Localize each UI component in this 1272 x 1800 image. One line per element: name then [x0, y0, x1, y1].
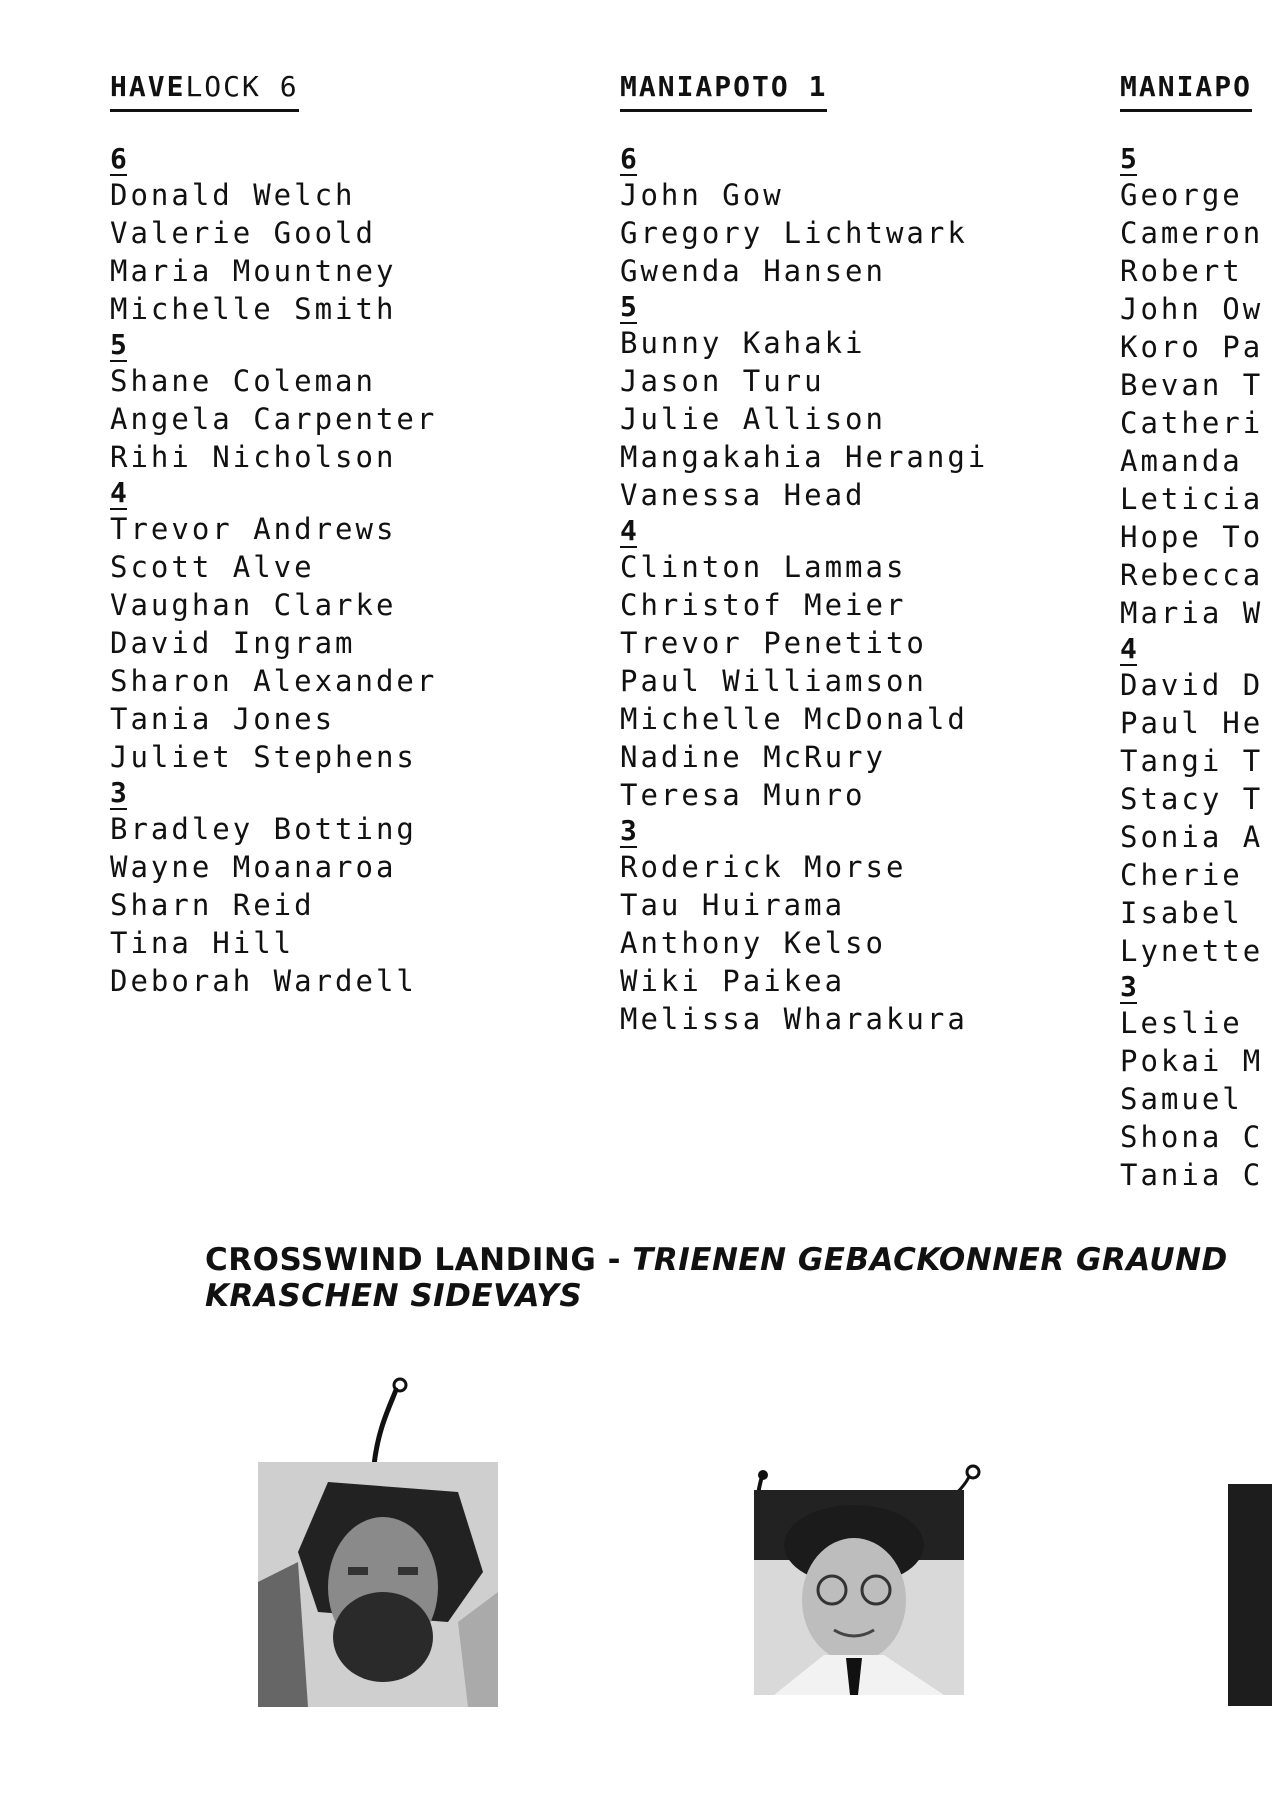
list-item: David D	[1120, 668, 1264, 702]
list-item: Lynette	[1120, 934, 1264, 968]
list-item: Clinton Lammas	[620, 550, 907, 584]
list-item: Tau Huirama	[620, 888, 846, 922]
list-item: Trevor Andrews	[110, 512, 397, 546]
list-item: John Ow	[1120, 292, 1264, 326]
group-number: 6	[110, 142, 127, 175]
list-item: Melissa Wharakura	[620, 1002, 968, 1036]
list-item: Bunny Kahaki	[620, 326, 866, 360]
list-item: Tania Jones	[110, 702, 336, 736]
list-item: Samuel	[1120, 1082, 1243, 1116]
list-item: Shona C	[1120, 1120, 1264, 1154]
list-item: Donald Welch	[110, 178, 356, 212]
list-item: Maria Mountney	[110, 254, 397, 288]
list-item: Pokai M	[1120, 1044, 1264, 1078]
list-item: Tania C	[1120, 1158, 1264, 1192]
list-item: Gregory Lichtwark	[620, 216, 968, 250]
hook-icon	[360, 1375, 410, 1470]
group-number: 4	[620, 514, 637, 547]
list-item: Julie Allison	[620, 402, 886, 436]
column-title: MANIAPOTO 1	[620, 70, 827, 112]
list-item: Leticia	[1120, 482, 1264, 516]
list-item: Michelle McDonald	[620, 702, 968, 736]
list-item: Trevor Penetito	[620, 626, 927, 660]
list-item: Anthony Kelso	[620, 926, 886, 960]
caption-line-1: CROSSWIND LANDING - TRIENEN GEBACKONNER GRAUND	[205, 1242, 1228, 1278]
list-item: Scott Alve	[110, 550, 315, 584]
group-number: 6	[620, 142, 637, 175]
list-item: Michelle Smith	[110, 292, 397, 326]
list-item: Wayne Moanaroa	[110, 850, 397, 884]
group	[1120, 970, 1272, 1194]
list-item: Tangi T	[1120, 744, 1264, 778]
list-item: Tina Hill	[110, 926, 295, 960]
list-item: Amanda	[1120, 444, 1243, 478]
list-item: Bevan T	[1120, 368, 1264, 402]
group-number: 4	[110, 476, 127, 509]
list-item: Juliet Stephens	[110, 740, 417, 774]
list-item: George	[1120, 178, 1243, 212]
group	[110, 776, 630, 1000]
group-number: 5	[1120, 142, 1137, 175]
list-item: Robert	[1120, 254, 1243, 288]
list-item: Shane Coleman	[110, 364, 376, 398]
list-item: Cameron	[1120, 216, 1264, 250]
list-item: Vaughan Clarke	[110, 588, 397, 622]
list-item: Sharn Reid	[110, 888, 315, 922]
list-item: Leslie	[1120, 1006, 1243, 1040]
list-item: Sharon Alexander	[110, 664, 438, 698]
group-number: 3	[110, 776, 127, 809]
column-havelock-6	[110, 70, 630, 1000]
portrait-photo	[1228, 1484, 1272, 1706]
group	[620, 290, 1140, 514]
column-maniapoto-partial	[1120, 70, 1272, 1194]
list-item: Catheri	[1120, 406, 1264, 440]
list-item: Cherie	[1120, 858, 1243, 892]
group	[110, 142, 630, 328]
portrait-photo	[258, 1462, 498, 1707]
list-item: Paul He	[1120, 706, 1264, 740]
list-item: Angela Carpenter	[110, 402, 438, 436]
group-number: 5	[620, 290, 637, 323]
list-item: Nadine McRury	[620, 740, 886, 774]
group	[110, 328, 630, 476]
column-maniapoto-1	[620, 70, 1140, 1038]
list-item: Sonia A	[1120, 820, 1264, 854]
list-item: Mangakahia Herangi	[620, 440, 989, 474]
group-number: 5	[110, 328, 127, 361]
column-title: MANIAPO	[1120, 70, 1252, 112]
group	[620, 514, 1140, 814]
list-item: Rebecca	[1120, 558, 1264, 592]
group-number: 3	[620, 814, 637, 847]
group	[1120, 632, 1272, 970]
list-item: Isabel	[1120, 896, 1243, 930]
list-item: John Gow	[620, 178, 784, 212]
group	[1120, 142, 1272, 632]
list-item: Maria W	[1120, 596, 1264, 630]
list-item: David Ingram	[110, 626, 356, 660]
portrait-photo	[754, 1490, 964, 1695]
list-item: Jason Turu	[620, 364, 825, 398]
list-item: Valerie Goold	[110, 216, 376, 250]
list-item: Gwenda Hansen	[620, 254, 886, 288]
caption-line-2: KRASCHEN SIDEVAYS	[205, 1278, 583, 1314]
group-number: 3	[1120, 970, 1137, 1003]
list-item: Vanessa Head	[620, 478, 866, 512]
group-number: 4	[1120, 632, 1137, 665]
column-title: HAVELOCK 6	[110, 70, 299, 112]
list-item: Bradley Botting	[110, 812, 417, 846]
list-item: Koro Pa	[1120, 330, 1264, 364]
list-item: Hope To	[1120, 520, 1264, 554]
group	[110, 476, 630, 776]
list-item: Roderick Morse	[620, 850, 907, 884]
group	[620, 142, 1140, 290]
list-item: Stacy T	[1120, 782, 1264, 816]
list-item: Deborah Wardell	[110, 964, 417, 998]
list-item: Paul Williamson	[620, 664, 927, 698]
photo-caption	[205, 1242, 1228, 1314]
list-item: Wiki Paikea	[620, 964, 846, 998]
list-item: Christof Meier	[620, 588, 907, 622]
list-item: Teresa Munro	[620, 778, 866, 812]
group	[620, 814, 1140, 1038]
list-item: Rihi Nicholson	[110, 440, 397, 474]
